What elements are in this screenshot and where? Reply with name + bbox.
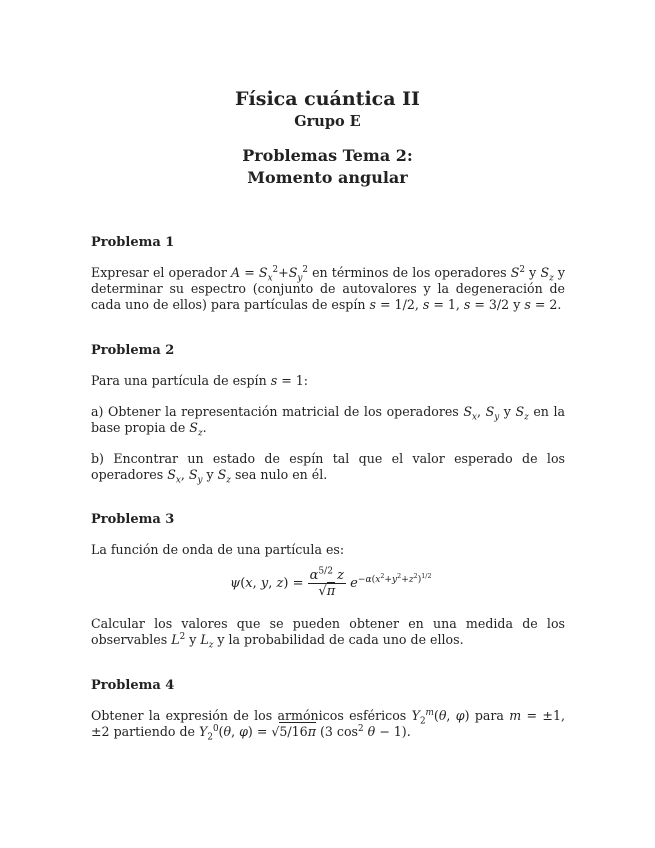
subtitle-line-2: Momento angular xyxy=(247,168,408,187)
subtitle-line-1: Problemas Tema 2: xyxy=(242,146,413,165)
problem-4-text: Obtener la expresión de los armónicos esféricos $Y_2^m(\theta$, φ) para m = ±1, ±2 partiendo de $Y_2^0(\theta$, φ) = √5/16π (3 $\cos^2 \theta - 1$). xyxy=(91,707,565,743)
problem-3-intro: La función de onda de una partícula es: xyxy=(91,542,345,557)
problem-2-part-b: b) Encontrar un estado de espín tal que el valor esperado de los operadores $S_x$, $S_y$ y $S_z$ sea nulo en él. xyxy=(91,451,565,486)
wavefunction-equation: ψ(x, y, z) = $\frac{\alpha^{5/2} z}{√\pi}$ $e^{-\alpha(x^2+y^2+z^2)^{1/2}}$ xyxy=(230,566,432,599)
problem-4-heading: Problema 4 xyxy=(91,678,175,693)
group-label: Grupo E xyxy=(294,113,361,130)
page-title: Física cuántica II xyxy=(235,88,420,110)
problem-2-heading: Problema 2 xyxy=(91,343,175,358)
problem-3-heading: Problema 3 xyxy=(91,512,175,527)
problem-1-heading: Problema 1 xyxy=(91,235,175,250)
problem-1-text: Expresar el operador $A = S_x^2+S_y^2$ en términos de los operadores $S^2$ y $S_z$ y determinar su espectro (conjunto de autovalores y la degeneración de cada uno de ellos) para partículas de espín s = 1/2, s = 1, s = 3/2 y s = 2. xyxy=(91,264,565,312)
problem-2-part-a: a) Obtener la representación matricial de los operadores $S_x$, $S_y$ y $S_z$ en la base propia de $S_z$. xyxy=(91,404,565,439)
problem-3-text: Calcular los valores que se pueden obtener en una medida de los observables $L^2$ y $L_z$ y la probabilidad de cada uno de ellos. xyxy=(91,616,565,651)
problem-2-intro: Para una partícula de espín s = 1: xyxy=(91,373,309,388)
